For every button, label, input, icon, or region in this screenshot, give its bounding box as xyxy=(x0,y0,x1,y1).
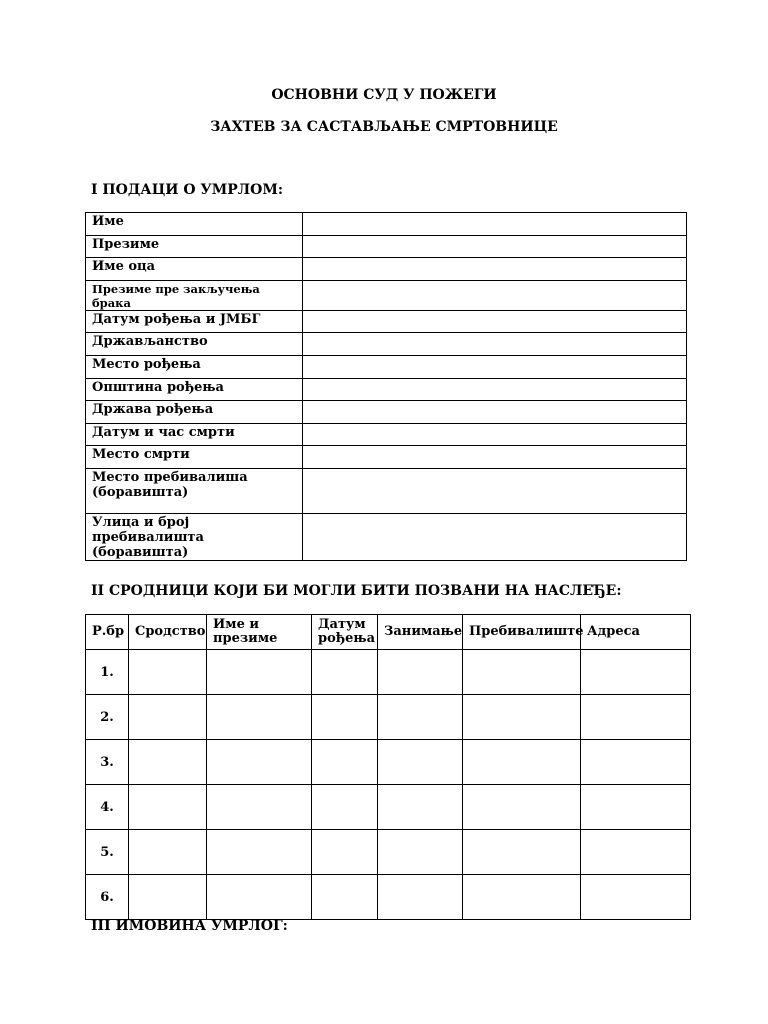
cell[interactable] xyxy=(129,785,207,830)
cell[interactable] xyxy=(581,650,691,695)
cell[interactable] xyxy=(312,830,378,875)
field-label: Име оца xyxy=(86,258,303,281)
field-label: Место пребивалиша (боравишта) xyxy=(86,468,303,513)
row-number: 3. xyxy=(86,740,129,785)
cell[interactable] xyxy=(378,650,463,695)
row-number: 6. xyxy=(86,875,129,920)
field-label: Презиме xyxy=(86,235,303,258)
cell[interactable] xyxy=(312,875,378,920)
table-row xyxy=(86,650,691,695)
cell[interactable] xyxy=(207,740,312,785)
cell[interactable] xyxy=(378,785,463,830)
cell[interactable] xyxy=(312,695,378,740)
cell[interactable] xyxy=(207,785,312,830)
field-label: Датум и час смрти xyxy=(86,423,303,446)
column-header-number: Р.бр xyxy=(86,615,129,650)
column-header-residence: Пребивалиште xyxy=(463,615,581,650)
field-value-death-place[interactable] xyxy=(303,446,687,469)
table-row xyxy=(86,355,687,378)
cell[interactable] xyxy=(207,650,312,695)
table-row xyxy=(86,258,687,281)
cell[interactable] xyxy=(581,785,691,830)
cell[interactable] xyxy=(207,830,312,875)
cell[interactable] xyxy=(463,830,581,875)
table-row xyxy=(86,513,687,560)
table-row xyxy=(86,785,691,830)
cell[interactable] xyxy=(463,785,581,830)
field-label: Датум рођења и ЈМБГ xyxy=(86,310,303,333)
cell[interactable] xyxy=(463,740,581,785)
table-row xyxy=(86,830,691,875)
table-row xyxy=(86,695,691,740)
row-number: 1. xyxy=(86,650,129,695)
cell[interactable] xyxy=(129,875,207,920)
cell[interactable] xyxy=(207,695,312,740)
field-label: Име xyxy=(86,213,303,236)
cell[interactable] xyxy=(129,695,207,740)
section-estate-title: III ИМОВИНА УМРЛОГ: xyxy=(91,918,288,934)
column-header-occupation: Занимање xyxy=(378,615,463,650)
cell[interactable] xyxy=(378,695,463,740)
field-value-birth-place[interactable] xyxy=(303,355,687,378)
cell[interactable] xyxy=(378,830,463,875)
field-value-residence-place[interactable] xyxy=(303,468,687,513)
field-label: Улица и број пребивалишта (боравишта) xyxy=(86,513,303,560)
table-row xyxy=(86,401,687,424)
field-label: Место рођења xyxy=(86,355,303,378)
cell[interactable] xyxy=(207,875,312,920)
table-row xyxy=(86,740,691,785)
table-row xyxy=(86,280,687,310)
table-row xyxy=(86,310,687,333)
deceased-data-table xyxy=(85,212,687,561)
field-value-father-name[interactable] xyxy=(303,258,687,281)
field-value-birth-municipality[interactable] xyxy=(303,378,687,401)
column-header-relation: Сродство xyxy=(129,615,207,650)
relatives-table xyxy=(85,614,691,920)
field-label: Место смрти xyxy=(86,446,303,469)
request-title: ЗАХТЕВ ЗА САСТАВЉАЊЕ СМРТОВНИЦЕ xyxy=(210,119,558,135)
cell[interactable] xyxy=(129,740,207,785)
field-value-birth-date-jmbg[interactable] xyxy=(303,310,687,333)
column-header-birth-date: Датум рођења xyxy=(312,615,378,650)
cell[interactable] xyxy=(129,830,207,875)
cell[interactable] xyxy=(581,875,691,920)
cell[interactable] xyxy=(129,650,207,695)
field-label: Држава рођења xyxy=(86,401,303,424)
field-value-death-datetime[interactable] xyxy=(303,423,687,446)
field-value-citizenship[interactable] xyxy=(303,333,687,356)
column-header-address: Адреса xyxy=(581,615,691,650)
row-number: 5. xyxy=(86,830,129,875)
row-number: 2. xyxy=(86,695,129,740)
field-label: Општина рођења xyxy=(86,378,303,401)
cell[interactable] xyxy=(463,695,581,740)
row-number: 4. xyxy=(86,785,129,830)
field-value-residence-street[interactable] xyxy=(303,513,687,560)
field-value-maiden-name[interactable] xyxy=(303,280,687,310)
court-name: ОСНОВНИ СУД У ПОЖЕГИ xyxy=(271,87,497,103)
section-relatives-title: II СРОДНИЦИ КОЈИ БИ МОГЛИ БИТИ ПОЗВАНИ НА НАСЛЕЂЕ: xyxy=(91,583,622,599)
table-row xyxy=(86,423,687,446)
field-value-first-name[interactable] xyxy=(303,213,687,236)
cell[interactable] xyxy=(463,650,581,695)
section-deceased-title: I ПОДАЦИ О УМРЛОМ: xyxy=(91,182,284,198)
cell[interactable] xyxy=(581,830,691,875)
field-label: Презиме пре закључења брака xyxy=(86,280,303,310)
field-label: Држављанство xyxy=(86,333,303,356)
table-row xyxy=(86,378,687,401)
cell[interactable] xyxy=(581,740,691,785)
cell[interactable] xyxy=(312,650,378,695)
table-row xyxy=(86,875,691,920)
cell[interactable] xyxy=(312,785,378,830)
field-value-birth-country[interactable] xyxy=(303,401,687,424)
table-row xyxy=(86,333,687,356)
column-header-full-name: Име и презиме xyxy=(207,615,312,650)
cell[interactable] xyxy=(581,695,691,740)
cell[interactable] xyxy=(312,740,378,785)
table-row xyxy=(86,213,687,236)
table-header-row xyxy=(86,615,691,650)
cell[interactable] xyxy=(463,875,581,920)
table-row xyxy=(86,235,687,258)
cell[interactable] xyxy=(378,740,463,785)
cell[interactable] xyxy=(378,875,463,920)
table-row xyxy=(86,468,687,513)
table-row xyxy=(86,446,687,469)
field-value-last-name[interactable] xyxy=(303,235,687,258)
